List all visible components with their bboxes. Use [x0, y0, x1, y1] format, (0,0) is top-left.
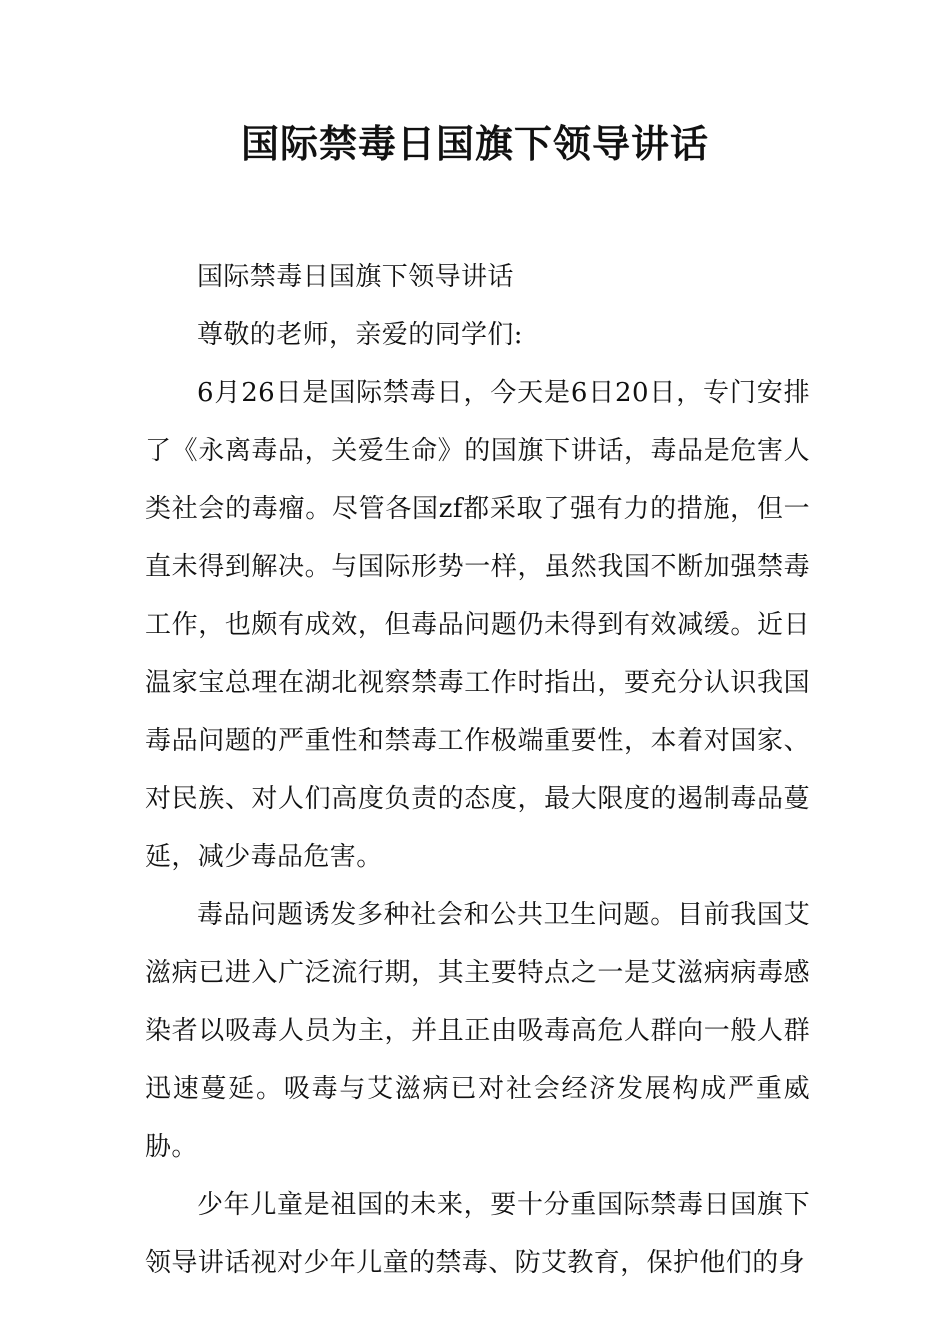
document-body: [145, 248, 810, 1292]
paragraph-body: 6月26日是国际禁毒日，今天是6日20日，专门安排了《永离毒品，关爱生命》的国旗下讲话，毒品是危害人类社会的毒瘤。尽管各国zf都采取了强有力的措施，但一直未得到解决。与国际形势一样，虽然我国不断加强禁毒工作，也颇有成效，但毒品问题仍未得到有效减缓。近日温家宝总理在湖北视察禁毒工作时指出，要充分认识我国毒品问题的严重性和禁毒工作极端重要性，本着对国家、对民族、对人们高度负责的态度，最大限度的遏制毒品蔓延，减少毒品危害。: [145, 378, 810, 872]
document-title: 国际禁毒日国旗下领导讲话: [240, 122, 709, 166]
paragraph-heading: 国际禁毒日国旗下领导讲话: [197, 262, 514, 292]
paragraph-body: 少年儿童是祖国的未来，要十分重国际禁毒日国旗下领导讲话视对少年儿童的禁毒、防艾教育，保护他们的身: [145, 1190, 810, 1278]
paragraph-body: 毒品问题诱发多种社会和公共卫生问题。目前我国艾滋病已进入广泛流行期，其主要特点之一是艾滋病病毒感染者以吸毒人员为主，并且正由吸毒高危人群向一般人群迅速蔓延。吸毒与艾滋病已对社会经济发展构成严重威胁。: [145, 900, 810, 1162]
paragraph-salutation: 尊敬的老师，亲爱的同学们:: [197, 320, 523, 350]
